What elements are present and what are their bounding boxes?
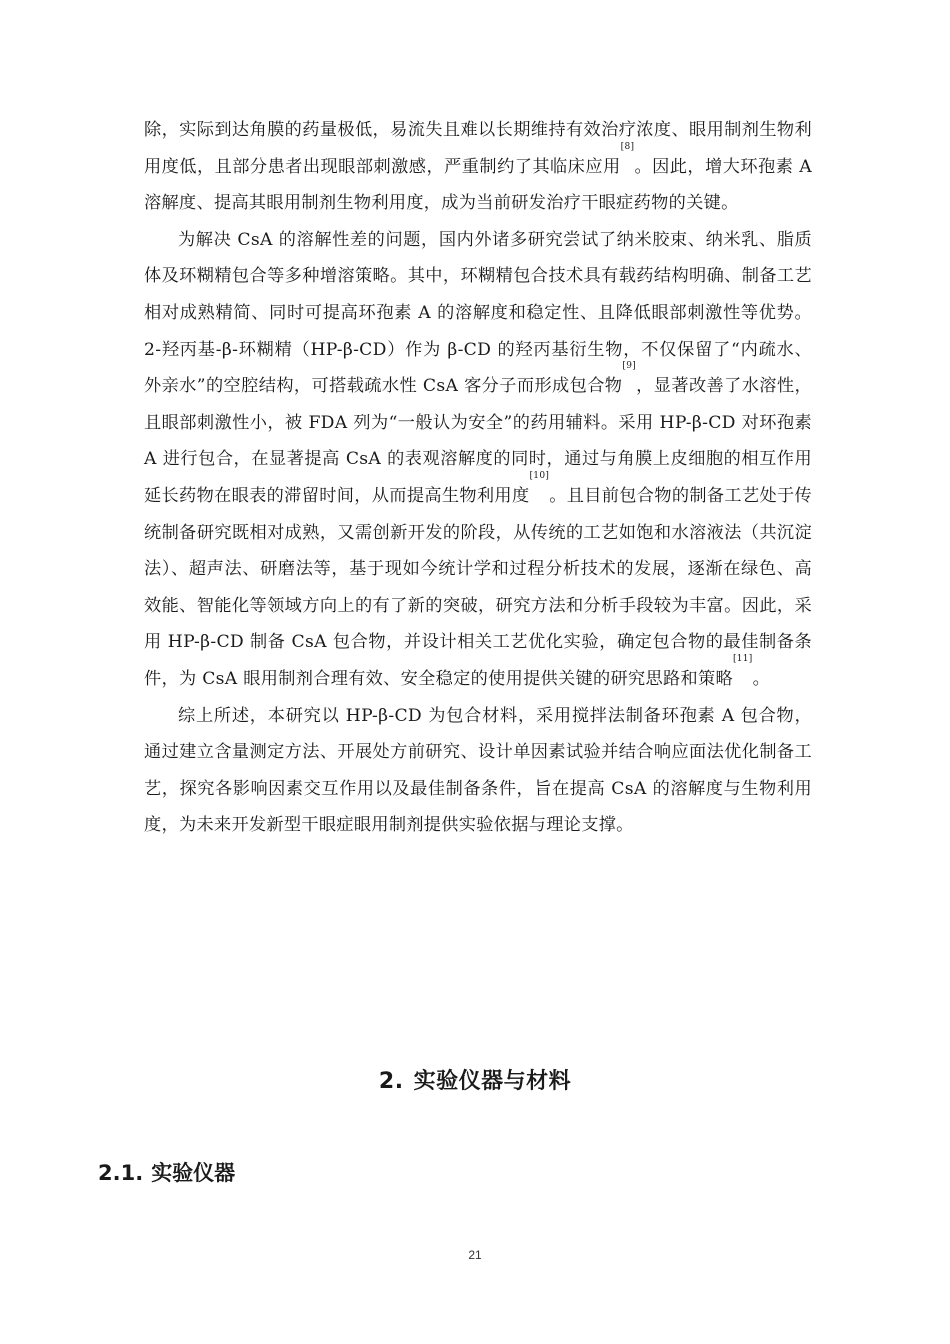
paragraph-text-run: 。因此，增大环孢素 A 溶解度、提高其眼用制剂生物利用度，成为当前研发治疗干眼症药物的关键。 [144, 156, 812, 214]
subsection-number: 2.1. [98, 1161, 144, 1185]
paragraph-text-run: ，显著改善了水溶性，且眼部刺激性小，被 FDA 列为“一般认为安全”的药用辅料。采用 HP-β-CD 对环孢素 A 进行包合，在显著提高 CsA 的表观溶解度的同时，通过与角膜上皮细胞的相互作用延长药物在眼表的滞留时间，从而提高生物利用度 [144, 376, 812, 506]
paragraph-text-run: 除，实际到达角膜的药量极低，易流失且难以长期维持有效治疗浓度、眼用制剂生物利用度低，且部分患者出现眼部刺激感，严重制约了其临床应用 [144, 120, 812, 177]
paragraph-text-run: 为解决 CsA 的溶解性差的问题，国内外诸多研究尝试了纳米胶束、纳米乳、脂质体及环糊精包合等多种增溶策略。其中，环糊精包合技术具有载药结构明确、制备工艺相对成熟精简、同时可提高环孢素 A 的溶解度和稳定性、且降低眼部刺激性等优势。2-羟丙基-β-环糊精（HP-β-CD）作为 β-CD 的羟丙基衍生物，不仅保留了“内疏水、外亲水”的空腔结构，可搭载疏水性 CsA 客分子而形成包合物 [144, 229, 812, 397]
citation-ref: [11] [732, 653, 753, 664]
paragraph-text-run: 。 [752, 668, 771, 689]
section-title: 实验仪器与材料 [413, 1069, 572, 1094]
paragraph-1 [144, 112, 812, 222]
subsection-title: 实验仪器 [151, 1161, 236, 1185]
section-number: 2. [378, 1069, 404, 1094]
body-text [144, 112, 812, 844]
citation-ref: [9] [622, 361, 637, 372]
citation-ref: [8] [620, 141, 635, 152]
paragraph-text-run: 。且目前包合物的制备工艺处于传统制备研究既相对成熟，又需创新开发的阶段，从传统的工艺如饱和水溶液法（共沉淀法）、超声法、研磨法等，基于现如今统计学和过程分析技术的发展，逐渐在绿色、高效能、智能化等领域方向上的有了新的突破，研究方法和分析手段较为丰富。因此，采用 HP-β-CD 制备 CsA 包合物，并设计相关工艺优化实验，确定包合物的最佳制备条件，为 CsA 眼用制剂合理有效、安全稳定的使用提供关键的研究思路和策略 [144, 485, 812, 689]
section-heading [0, 1064, 950, 1095]
paragraph-text-run: 综上所述，本研究以 HP-β-CD 为包合材料，采用搅拌法制备环孢素 A 包合物，通过建立含量测定方法、开展处方前研究、设计单因素试验并结合响应面法优化制备工艺，探究各影响因素交互作用以及最佳制备条件，旨在提高 CsA 的溶解度与生物利用度，为未来开发新型干眼症眼用制剂提供实验依据与理论支撑。 [144, 705, 812, 836]
paragraph-2 [144, 222, 812, 698]
paragraph-3 [144, 698, 812, 844]
page-number: 21 [468, 1248, 482, 1262]
citation-ref: [10] [529, 470, 550, 481]
subsection-heading [98, 1157, 235, 1187]
